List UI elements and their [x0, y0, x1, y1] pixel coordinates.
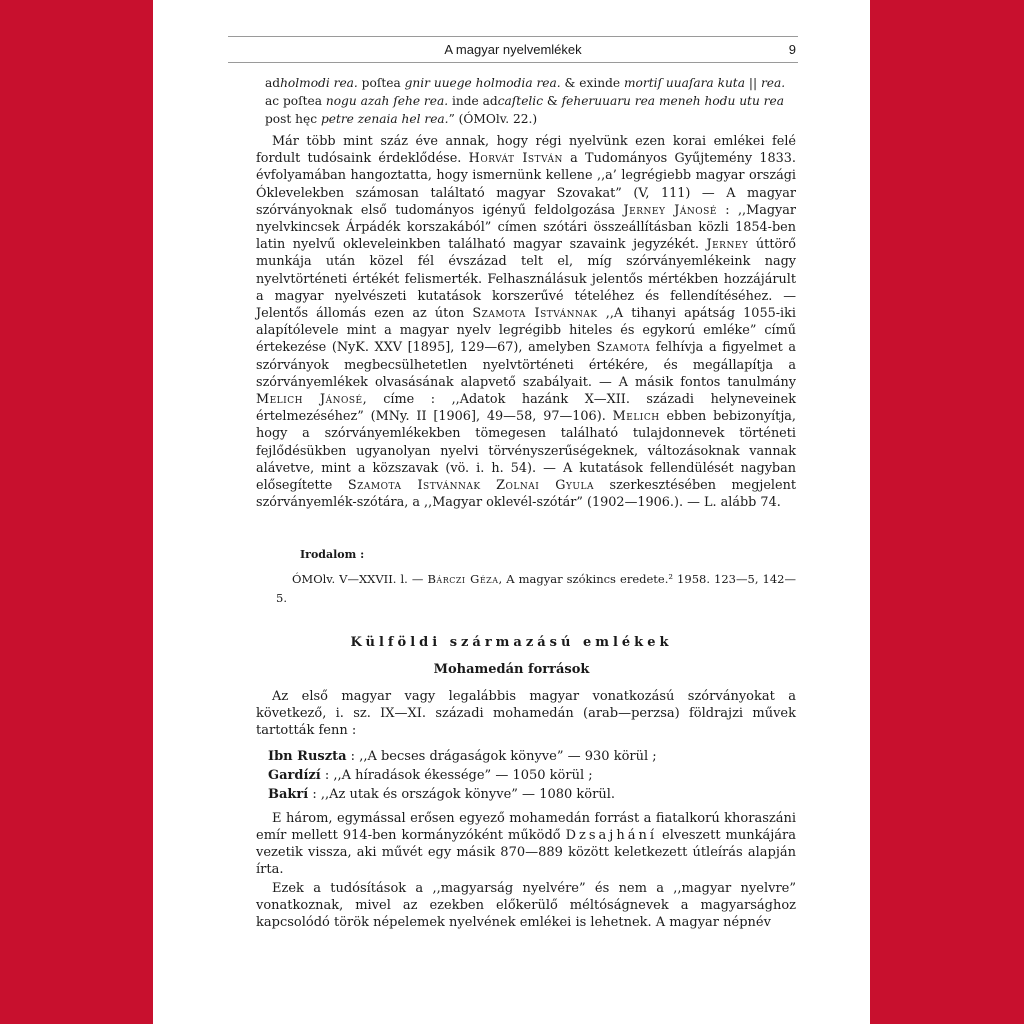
- quote-text: post hęc: [265, 112, 321, 126]
- quote-italic: petre zenaia hel rea.: [320, 112, 449, 126]
- list-item: [268, 785, 657, 804]
- author-name: Melich Jánosé: [256, 392, 363, 408]
- source-description: : ,,A híradások ékessége” — 1050 körül ;: [320, 768, 593, 783]
- quote-italic: holmodi rea.: [280, 76, 358, 90]
- page-number: 9: [788, 42, 796, 57]
- source-name: Ibn Ruszta: [268, 749, 347, 764]
- author-name: Szamota Istvánnak: [347, 478, 481, 494]
- author-name: Bárczi Géza: [427, 572, 499, 586]
- paragraph-text: szerkesztésében megjelent szórványemlék-szótára, a ,,Magyar oklevél-szótár” (1902—1906.). — L. alább 74.: [256, 478, 796, 511]
- running-title: A magyar nyelvemlékek: [444, 42, 582, 57]
- source-name: Bakrí: [268, 787, 309, 802]
- running-header: [228, 36, 798, 63]
- quote-text: inde ad: [448, 94, 498, 108]
- quote-italic: nogu azah ſehe rea.: [325, 94, 449, 108]
- quote-separator: ||: [744, 76, 761, 90]
- paragraph-text: úttörő munkája után közel fél évszázad telt el, míg szórványemlékeink nagy nyelvtörténeti értékét felismerték. Felhasználásuk jelentős mértékben hozzájárult a magyar nyelvészeti kutatások korszerűvé tételéhez és fellendítéséhez. — Jelentős állomás ezen az úton: [256, 237, 796, 322]
- paragraph-text: elveszett munkájára vezetik vissza, aki művét egy másik 870—889 között keletkezett útleírás alapján írta.: [256, 828, 797, 877]
- paragraph-text: E három, egymással erősen egyező mohamedán forrást a fiatalkorú khoraszáni emír mellett 914-ben kormányzóként működő: [256, 811, 796, 843]
- list-item: [268, 766, 657, 785]
- charter-quote: [265, 74, 797, 128]
- quote-text: ad: [265, 76, 281, 90]
- paragraph-language: [256, 880, 796, 931]
- paragraph-text: felhívja a figyelmet a szórványok megbecsülhetetlen nyelvtörténeti értékére, és megállapítja a szórványemlékek olvasásának alapvető szabályait. — A másik fontos tanulmány: [256, 340, 796, 390]
- quote-text: poſtea: [357, 76, 405, 90]
- list-item: [268, 747, 657, 766]
- paragraph-text: ,,A tihanyi apátság 1055-iki alapítólevele mint a magyar nyelv legrégibb hiteles és egykorú emléke” című értekezése (NyK. XXV [1895], 129—67), amelyben: [256, 306, 796, 356]
- paragraph-text: Már több mint száz éve annak, hogy régi nyelvünk ezen korai emlékei felé fordult tudósaink érdeklődése.: [256, 134, 796, 167]
- author-name: Szamota Istvánnak: [472, 306, 598, 322]
- paragraph-text: Ezek a tudósítások a ,,magyarság nyelvére” és nem a ,,magyar nyelvre” vonatkoznak, mivel az ezekben előkerülő méltóságnevek a magyarsághoz kapcsolódó török népelemek nyelvének emlékei is lehetnek. A magyar népnév: [256, 881, 796, 930]
- author-name: Jerney: [706, 237, 749, 253]
- literature-text: ÓMOlv. V—XXVII. l. —: [292, 572, 428, 586]
- section-title: Külföldi származású emlékek: [350, 635, 673, 650]
- quote-italic: caſtelic: [497, 94, 544, 108]
- literature-text: , A magyar szókincs eredete.² 1958. 123—5, 142—5.: [276, 572, 796, 605]
- quote-italic: rea.: [760, 76, 786, 90]
- paragraph-sources-intro: [256, 688, 796, 739]
- sources-list: [268, 747, 657, 804]
- paragraph-history: [256, 133, 796, 511]
- quote-text: &: [543, 94, 562, 108]
- source-name: Gardízí: [268, 768, 321, 783]
- paragraph-text: , címe : ,,Adatok hazánk X—XII. századi helyneveinek értelmezéséhez” (MNy. II [1906], 49—58, 97—106).: [256, 392, 796, 425]
- source-description: : ,,Az utak és országok könyve” — 1080 körül.: [308, 787, 615, 802]
- source-description: : ,,A becses drágaságok könyve” — 930 körül ;: [346, 749, 657, 764]
- paragraph-text: a Tudományos Gyűjtemény 1833. évfolyamában hangoztatta, hogy ismernünk kellene ,,a’ legrégiebb magyar országi Óklevelekben számosan találtató magyar Szovakat” (V, 111) — A magyar szórványoknak első tudományos igényű feldolgozása: [256, 151, 796, 218]
- author-name: Melich: [612, 409, 660, 425]
- paragraph-origin: [256, 810, 796, 878]
- paragraph-text: : ,,Magyar nyelvkincsek Árpádék korszakából” címen szótári összeállításban közli 1854-ben latin nyelvű okleveleinkben található magyar szavaink jegyzékét.: [256, 202, 796, 253]
- paragraph-text: Az első magyar vagy legalábbis magyar vonatkozású szórványokat a következő, i. sz. IX—XI. századi mohamedán (arab—perzsa) földrajzi művek tartották fenn :: [256, 689, 796, 738]
- author-name: Horvát István: [468, 151, 563, 167]
- literature-heading: Irodalom :: [300, 548, 365, 561]
- quote-italic: mortiſ uuaſara kuta: [623, 76, 745, 90]
- section-subtitle: Mohamedán források: [433, 662, 590, 677]
- quote-text: ” (ÓMOlv. 22.): [448, 112, 538, 126]
- quote-text: ac poſtea: [265, 94, 326, 108]
- quote-text: & exinde: [560, 76, 624, 90]
- literature-entry: [276, 570, 796, 608]
- author-name: Zolnai Gyula: [496, 478, 594, 494]
- paragraph-text: ebben bebizonyítja, hogy a szórványemlékekben tömegesen található tulajdonnevek történeti fejlődésükben ugyanolyan nyelvi törvényszerűségeknek, változásoknak vannak alávetve, mint a közszavak (vö. i. h. 54). — A kutatások fellendülését nagyban elősegítette: [256, 409, 796, 494]
- book-page: [153, 0, 870, 1024]
- author-name: Szamota: [596, 340, 651, 356]
- spaced-name: Dzsajhání: [565, 828, 657, 843]
- quote-italic: feheruuaru rea meneh hodu utu rea: [561, 94, 784, 108]
- quote-italic: gnir uuege holmodia rea.: [404, 76, 561, 90]
- author-name: Jerney Jánosé: [623, 202, 717, 218]
- paragraph-text: [481, 478, 497, 493]
